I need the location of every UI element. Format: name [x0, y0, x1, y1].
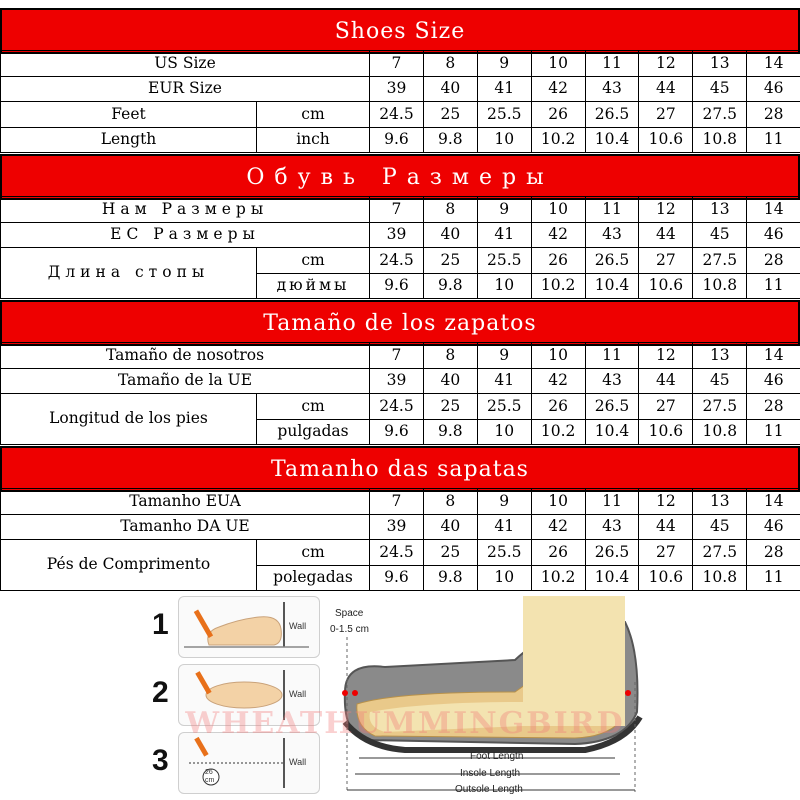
- size-cell: 46: [747, 222, 800, 248]
- section-banner-russian: [0, 154, 800, 200]
- size-cell: 25.5: [477, 102, 531, 128]
- size-cell: 13: [693, 489, 747, 515]
- size-cell: 10.2: [531, 273, 585, 299]
- space-range-label: 0-1.5 cm: [330, 624, 369, 635]
- size-table-russian: [0, 196, 800, 299]
- size-cell: 9.8: [423, 419, 477, 445]
- table-row: [1, 222, 800, 248]
- size-cell: 10: [531, 343, 585, 369]
- inch-label: inch: [257, 127, 370, 153]
- size-cell: 41: [477, 222, 531, 248]
- us-size-label: US Size: [1, 51, 370, 77]
- section-banner-english: [0, 8, 800, 54]
- step-number: 1: [152, 608, 169, 641]
- step-1: [150, 596, 320, 658]
- size-cell: 28: [747, 540, 800, 566]
- size-cell: 44: [639, 222, 693, 248]
- size-cell: 27: [639, 540, 693, 566]
- size-cell: 46: [747, 368, 800, 394]
- table-row: [1, 248, 800, 274]
- size-cell: 27: [639, 248, 693, 274]
- size-cell: 43: [585, 514, 639, 540]
- size-cell: 43: [585, 368, 639, 394]
- size-cell: 25: [423, 394, 477, 420]
- step-number: 2: [152, 676, 169, 709]
- size-cell: 41: [477, 514, 531, 540]
- size-cell: 26.5: [585, 540, 639, 566]
- size-cell: 10: [531, 489, 585, 515]
- size-cell: 27.5: [693, 248, 747, 274]
- table-row: [1, 197, 800, 223]
- size-cell: 10.2: [531, 565, 585, 591]
- size-table-spanish: [0, 342, 800, 445]
- size-cell: 10.6: [639, 273, 693, 299]
- wall-label: Wall: [289, 689, 307, 699]
- size-cell: 12: [639, 343, 693, 369]
- size-cell: 14: [747, 197, 800, 223]
- table-row: [1, 540, 800, 566]
- wall-label: Wall: [289, 757, 307, 767]
- inch-label: polegadas: [257, 565, 370, 591]
- section-title-english: Shoes Size: [334, 18, 466, 44]
- size-cell: 10.4: [585, 419, 639, 445]
- cm-label: cm: [257, 248, 370, 274]
- size-cell: 45: [693, 222, 747, 248]
- us-size-label: Tamanho EUA: [1, 489, 370, 515]
- size-cell: 25: [423, 102, 477, 128]
- feet-length-label: Pés de Comprimento: [1, 540, 257, 591]
- eur-size-label: EUR Size: [1, 76, 370, 102]
- size-cell: 8: [423, 197, 477, 223]
- size-cell: 43: [585, 222, 639, 248]
- size-cell: 13: [693, 197, 747, 223]
- size-cell: 12: [639, 197, 693, 223]
- table-row: [1, 102, 800, 128]
- size-cell: 11: [585, 343, 639, 369]
- size-cell: 40: [423, 368, 477, 394]
- size-cell: 11: [747, 127, 800, 153]
- size-cell: 39: [370, 514, 424, 540]
- size-cell: 42: [531, 368, 585, 394]
- table-row: [1, 51, 800, 77]
- size-cell: 25.5: [477, 248, 531, 274]
- size-cell: 42: [531, 76, 585, 102]
- size-cell: 10.4: [585, 565, 639, 591]
- size-cell: 41: [477, 76, 531, 102]
- size-cell: 9: [477, 343, 531, 369]
- size-cell: 14: [747, 343, 800, 369]
- size-cell: 41: [477, 368, 531, 394]
- size-cell: 13: [693, 51, 747, 77]
- size-cell: 13: [693, 343, 747, 369]
- size-cell: 24.5: [370, 540, 424, 566]
- section-title-russian: Обувь Размеры: [246, 164, 554, 190]
- size-cell: 10: [477, 419, 531, 445]
- size-cell: 10.8: [693, 273, 747, 299]
- watermark: WHEATHUMMINGBIRD: [185, 706, 625, 741]
- size-cell: 10.4: [585, 273, 639, 299]
- size-cell: 44: [639, 514, 693, 540]
- size-cell: 10: [477, 273, 531, 299]
- size-cell: 10: [531, 197, 585, 223]
- size-table-portuguese: [0, 488, 800, 591]
- size-cell: 26.5: [585, 394, 639, 420]
- size-cell: 46: [747, 514, 800, 540]
- size-cell: 44: [639, 76, 693, 102]
- size-cell: 27: [639, 102, 693, 128]
- size-cell: 40: [423, 76, 477, 102]
- size-cell: 44: [639, 368, 693, 394]
- size-table-english: [0, 50, 800, 153]
- size-cell: 26: [531, 248, 585, 274]
- size-cell: 10: [477, 565, 531, 591]
- size-cell: 11: [585, 197, 639, 223]
- section-banner-spanish: [0, 300, 800, 346]
- size-cell: 10.2: [531, 419, 585, 445]
- size-cell: 11: [585, 489, 639, 515]
- step-frame: [178, 732, 320, 794]
- step-3: [150, 732, 320, 794]
- size-cell: 28: [747, 102, 800, 128]
- measurement-steps: [150, 596, 320, 796]
- size-cell: 27.5: [693, 540, 747, 566]
- cm-label: cm: [257, 540, 370, 566]
- size-cell: 9.8: [423, 273, 477, 299]
- size-cell: 39: [370, 222, 424, 248]
- size-cell: 26.5: [585, 248, 639, 274]
- size-cell: 11: [747, 273, 800, 299]
- insole-length-label: Insole Length: [460, 768, 521, 779]
- size-cell: 12: [639, 489, 693, 515]
- size-cell: 9.6: [370, 273, 424, 299]
- size-cell: 40: [423, 222, 477, 248]
- measurement-diagram: [0, 592, 800, 800]
- space-label: Space: [335, 608, 364, 619]
- eur-size-label: ЕС Размеры: [1, 222, 370, 248]
- table-row: [1, 76, 800, 102]
- size-cell: 10.6: [639, 419, 693, 445]
- size-cell: 14: [747, 489, 800, 515]
- size-cell: 10: [531, 51, 585, 77]
- table-row: [1, 514, 800, 540]
- eur-size-label: Tamanho DA UE: [1, 514, 370, 540]
- size-cell: 11: [585, 51, 639, 77]
- feet-length-label: Longitud de los pies: [1, 394, 257, 445]
- size-cell: 8: [423, 343, 477, 369]
- size-cell: 42: [531, 514, 585, 540]
- size-cell: 25.5: [477, 394, 531, 420]
- size-cell: 10.8: [693, 127, 747, 153]
- size-cell: 9: [477, 51, 531, 77]
- inch-label: дюймы: [257, 273, 370, 299]
- length-label: Length: [1, 127, 257, 153]
- size-cell: 27.5: [693, 102, 747, 128]
- step-frame: [178, 596, 320, 658]
- size-cell: 27: [639, 394, 693, 420]
- size-cell: 10.2: [531, 127, 585, 153]
- size-cell: 11: [747, 565, 800, 591]
- size-cell: 39: [370, 368, 424, 394]
- size-cell: 39: [370, 76, 424, 102]
- size-cell: 24.5: [370, 394, 424, 420]
- size-cell: 25: [423, 248, 477, 274]
- size-cell: 10.6: [639, 127, 693, 153]
- feet-length-label: Длина стопы: [1, 248, 257, 299]
- size-cell: 12: [639, 51, 693, 77]
- size-cell: 10.4: [585, 127, 639, 153]
- section-title-portuguese: Tamanho das sapatas: [271, 456, 529, 482]
- size-cell: 11: [747, 419, 800, 445]
- size-cell: 9.8: [423, 127, 477, 153]
- size-cell: 9.6: [370, 419, 424, 445]
- cm-label: cm: [257, 102, 370, 128]
- size-cell: 26: [531, 394, 585, 420]
- size-cell: 43: [585, 76, 639, 102]
- size-cell: 7: [370, 489, 424, 515]
- size-cell: 14: [747, 51, 800, 77]
- size-cell: 8: [423, 489, 477, 515]
- size-cell: 10.8: [693, 565, 747, 591]
- size-cell: 7: [370, 197, 424, 223]
- size-cell: 45: [693, 76, 747, 102]
- size-cell: 9: [477, 489, 531, 515]
- ruler-value: 26: [205, 769, 213, 776]
- step-number: 3: [152, 744, 169, 777]
- size-cell: 42: [531, 222, 585, 248]
- size-cell: 24.5: [370, 102, 424, 128]
- size-cell: 24.5: [370, 248, 424, 274]
- size-cell: 25.5: [477, 540, 531, 566]
- eur-size-label: Tamaño de la UE: [1, 368, 370, 394]
- size-cell: 8: [423, 51, 477, 77]
- size-cell: 26: [531, 540, 585, 566]
- size-cell: 9.6: [370, 127, 424, 153]
- size-cell: 9: [477, 197, 531, 223]
- size-cell: 28: [747, 394, 800, 420]
- table-row: [1, 489, 800, 515]
- table-row: [1, 343, 800, 369]
- ruler-unit: cm: [205, 777, 215, 784]
- foot-length-label: Foot Length: [470, 751, 524, 762]
- size-cell: 25: [423, 540, 477, 566]
- us-size-label: Нам Размеры: [1, 197, 370, 223]
- size-cell: 40: [423, 514, 477, 540]
- section-banner-portuguese: [0, 446, 800, 492]
- feet-label: Feet: [1, 102, 257, 128]
- cm-label: cm: [257, 394, 370, 420]
- size-cell: 45: [693, 368, 747, 394]
- size-cell: 46: [747, 76, 800, 102]
- size-cell: 7: [370, 51, 424, 77]
- section-title-spanish: Tamaño de los zapatos: [263, 310, 537, 336]
- size-cell: 28: [747, 248, 800, 274]
- outsole-length-label: Outsole Length: [455, 784, 523, 795]
- size-cell: 10.6: [639, 565, 693, 591]
- size-cell: 27.5: [693, 394, 747, 420]
- size-cell: 26: [531, 102, 585, 128]
- wall-label: Wall: [289, 621, 307, 631]
- inch-label: pulgadas: [257, 419, 370, 445]
- size-cell: 26.5: [585, 102, 639, 128]
- size-cell: 9.6: [370, 565, 424, 591]
- table-row: [1, 127, 800, 153]
- table-row: [1, 394, 800, 420]
- size-cell: 10: [477, 127, 531, 153]
- size-cell: 9.8: [423, 565, 477, 591]
- us-size-label: Tamaño de nosotros: [1, 343, 370, 369]
- table-row: [1, 368, 800, 394]
- size-cell: 10.8: [693, 419, 747, 445]
- size-cell: 7: [370, 343, 424, 369]
- size-cell: 45: [693, 514, 747, 540]
